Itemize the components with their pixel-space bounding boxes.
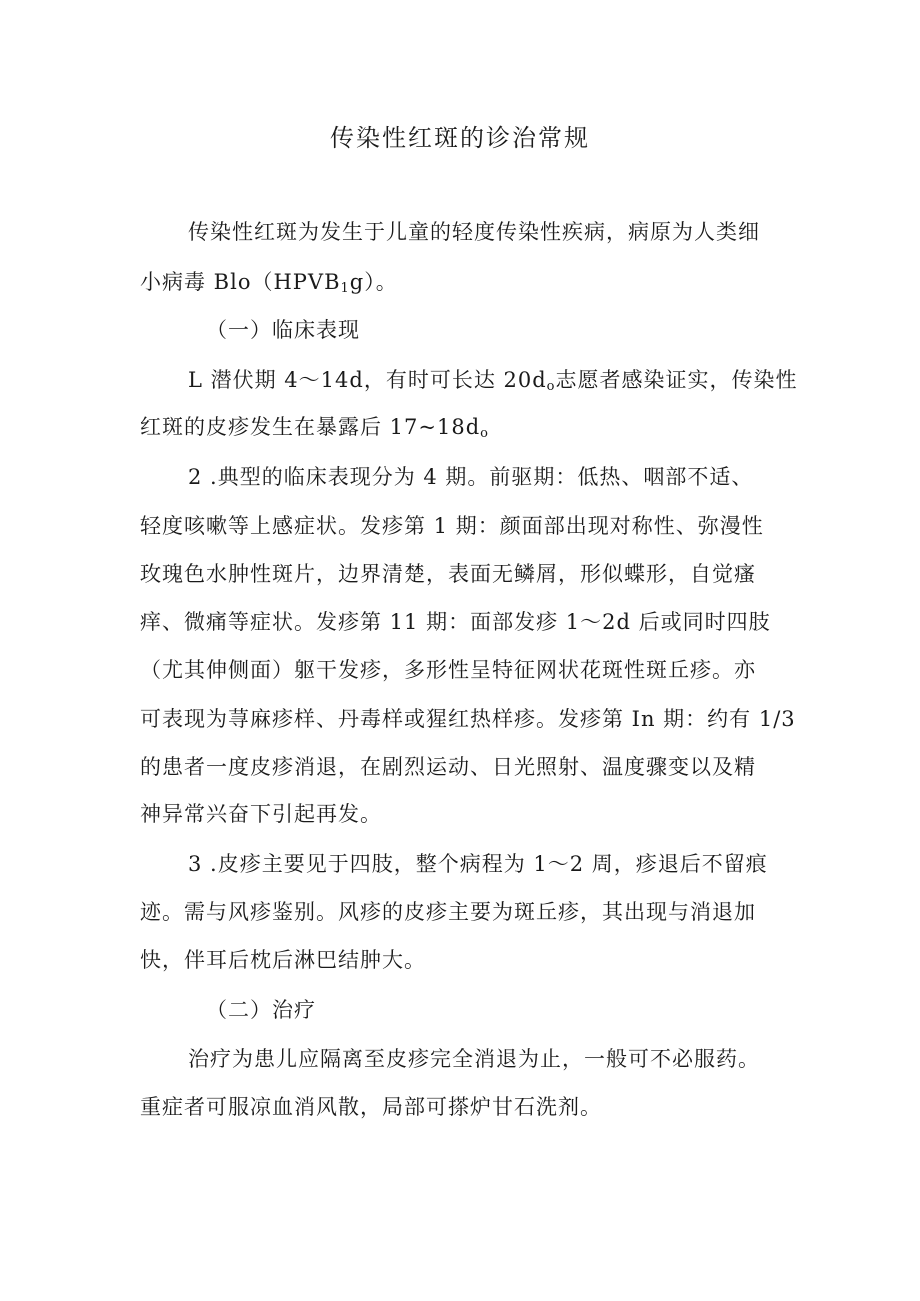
paragraph-item1-line-1: L 潜伏期 4～14d，有时可长达 $20d_o$志愿者感染证实，传染性 xyxy=(188,368,798,394)
paragraph-item2-line-6: 可表现为荨麻疹样、丹毒样或猩红热样疹。发疹第 In 期：约有 1/3 xyxy=(140,707,796,731)
section-heading-treatment: （二）治疗 xyxy=(206,998,316,1022)
paragraph-treatment-line-2: 重症者可服凉血消风散，局部可搽炉甘石洗剂。 xyxy=(140,1095,602,1119)
paragraph-item2-line-1: 2 .典型的临床表现分为 4 期。前驱期：低热、咽部不适、 xyxy=(188,465,754,489)
document-title: 传染性红斑的诊治常规 xyxy=(330,124,590,152)
paragraph-item3-line-1: 3 .皮疹主要见于四肢，整个病程为 1～2 周，疹退后不留痕 xyxy=(188,852,768,876)
paragraph-item2-line-3: 玫瑰色水肿性斑片，边界清楚，表面无鳞屑，形似蝶形，自觉瘙 xyxy=(140,562,756,586)
section-heading-clinical: （一）临床表现 xyxy=(206,318,360,342)
paragraph-item1-line-2: 红斑的皮疹发生在暴露后 $17\sim 18d_o$ xyxy=(140,415,489,441)
paragraph-item2-line-5: （尤其伸侧面）躯干发疹，多形性呈特征网状花斑性斑丘疹。亦 xyxy=(140,658,756,682)
paragraph-item2-line-8: 神异常兴奋下引起再发。 xyxy=(140,802,382,826)
paragraph-item2-line-2: 轻度咳嗽等上感症状。发疹第 1 期：颜面部出现对称性、弥漫性 xyxy=(140,514,764,538)
paragraph-item2-line-4: 痒、微痛等症状。发疹第 11 期：面部发疹 1～2d 后或同时四肢 xyxy=(140,610,771,634)
paragraph-item3-line-2: 迹。需与风疹鉴别。风疹的皮疹主要为斑丘疹，其出现与消退加 xyxy=(140,900,756,924)
paragraph-item2-line-7: 的患者一度皮疹消退，在剧烈运动、日光照射、温度骤变以及精 xyxy=(140,755,756,779)
paragraph-intro-line-1: 传染性红斑为发生于儿童的轻度传染性疾病，病原为人类细 xyxy=(188,220,760,244)
paragraph-treatment-line-1: 治疗为患儿应隔离至皮疹完全消退为止，一般可不必服药。 xyxy=(188,1047,760,1071)
paragraph-intro-line-2: 小病毒 $Blo(HPVB_1g)$。 xyxy=(140,270,398,296)
paragraph-item3-line-3: 快，伴耳后枕后淋巴结肿大。 xyxy=(140,948,426,972)
